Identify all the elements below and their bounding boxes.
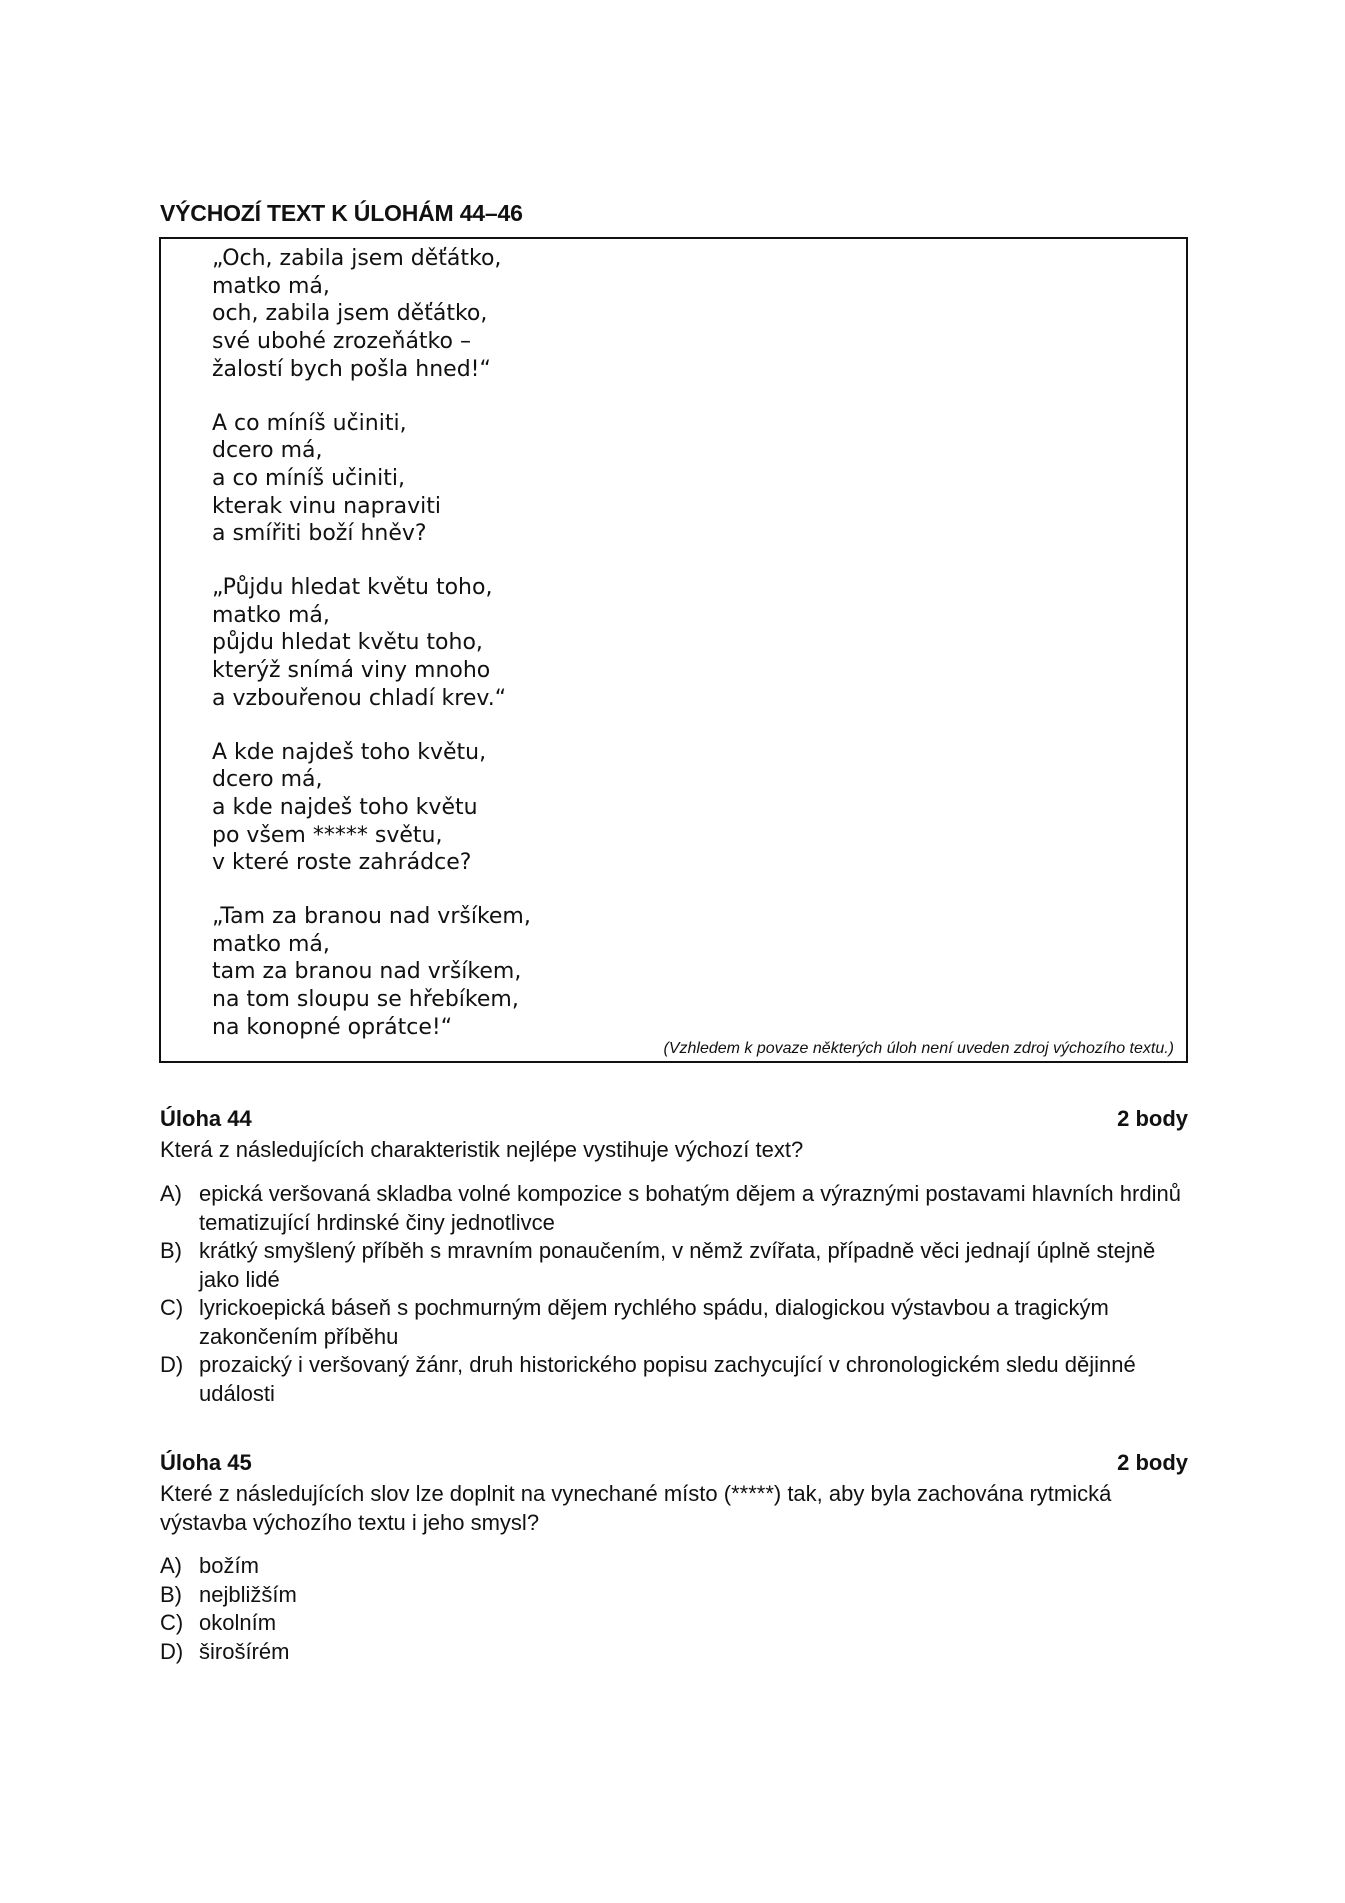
poem-line: půjdu hledat květu toho, [212, 630, 483, 656]
poem-line: dcero má, [212, 438, 323, 464]
poem-line: po všem ***** světu, [212, 822, 443, 848]
option-letter: C) [160, 1295, 184, 1320]
task-45-options [160, 1552, 1188, 1666]
poem-stanza [212, 245, 531, 384]
option-letter: D) [160, 1638, 184, 1664]
option-text: prozaický i veršovaný žánr, druh historického popisu zachycující v chronologickém sledu dějinné události [199, 1352, 1136, 1406]
poem-line: „Půjdu hledat květu toho, [212, 575, 493, 601]
task-45-header [160, 1450, 1188, 1476]
task-title: Úloha 45 [160, 1450, 252, 1475]
poem-line: tam za branou nad vršíkem, [212, 959, 522, 985]
task-points: 2 body [1117, 1106, 1188, 1131]
option-d[interactable] [160, 1351, 1188, 1408]
task-title: Úloha 44 [160, 1106, 252, 1131]
poem-line: matko má, [212, 931, 330, 957]
task-44-header [160, 1106, 1188, 1132]
option-d[interactable] [160, 1638, 1188, 1667]
option-letter: B) [160, 1238, 182, 1263]
option-text: nejbližším [199, 1581, 297, 1607]
option-b[interactable] [160, 1581, 1188, 1610]
poem-line: a co míníš učiniti, [212, 465, 406, 491]
option-a[interactable] [160, 1180, 1188, 1237]
poem-line: „Och, zabila jsem děťátko, [212, 246, 502, 271]
source-text-heading: VÝCHOZÍ TEXT K ÚLOHÁM 44–46 [160, 200, 523, 226]
poem-line: A co míníš učiniti, [212, 410, 407, 436]
option-a[interactable] [160, 1552, 1188, 1581]
poem-line: a vzbouřenou chladí krev.“ [212, 685, 507, 711]
option-text: epická veršovaná skladba volné kompozice s bohatým dějem a výraznými postavami hlavních hrdinů tematizující hrdinské činy jednotlivce [199, 1181, 1181, 1235]
poem [212, 245, 531, 1068]
poem-line: matko má, [212, 602, 330, 628]
poem-line: v které roste zahrádce? [212, 850, 472, 876]
task-44-question: Která z následujících charakteristik nejlépe vystihuje výchozí text? [160, 1137, 804, 1162]
poem-line: své ubohé zrozeňátko – [212, 329, 471, 355]
option-letter: B) [160, 1581, 182, 1607]
option-letter: A) [160, 1553, 182, 1578]
poem-line: a smířiti boží hněv? [212, 521, 427, 547]
option-letter: C) [160, 1610, 184, 1635]
option-c[interactable] [160, 1294, 1188, 1351]
poem-stanza [212, 574, 531, 713]
option-text: lyrickoepická báseň s pochmurným dějem rychlého spádu, dialogickou výstavbou a tragickým zakončením příběhu [199, 1295, 1109, 1349]
option-text: krátký smyšlený příběh s mravním ponaučením, v němž zvířata, případně věci jednají úplně stejně jako lidé [199, 1238, 1156, 1292]
option-letter: A) [160, 1181, 182, 1206]
task-45-question: Které z následujících slov lze doplnit na vynechané místo (*****) tak, aby byla zachována rytmická výstavba výchozího textu i jeho smysl? [160, 1481, 1112, 1535]
poem-line: och, zabila jsem děťátko, [212, 301, 488, 327]
task-points: 2 body [1117, 1450, 1188, 1475]
source-note: (Vzhledem k povaze některých úloh není uveden zdroj výchozího textu.) [663, 1040, 1174, 1057]
poem-stanza [212, 739, 531, 878]
task-44-options [160, 1180, 1188, 1408]
option-text: božím [199, 1553, 259, 1578]
option-text: širošírém [199, 1638, 290, 1664]
poem-line: kterak vinu napraviti [212, 493, 441, 519]
poem-line: matko má, [212, 273, 330, 299]
source-text-box [159, 237, 1188, 1063]
poem-line: na konopné oprátce!“ [212, 1014, 453, 1040]
poem-line: dcero má, [212, 767, 323, 793]
poem-stanza [212, 903, 531, 1042]
option-letter: D) [160, 1352, 184, 1377]
option-b[interactable] [160, 1237, 1188, 1294]
poem-line: „Tam za branou nad vršíkem, [212, 904, 531, 930]
poem-line: žalostí bych pošla hned!“ [212, 356, 491, 382]
option-c[interactable] [160, 1609, 1188, 1638]
poem-stanza [212, 410, 531, 549]
poem-line: A kde najdeš toho květu, [212, 739, 487, 765]
poem-line: a kde najdeš toho květu [212, 794, 478, 820]
poem-line: na tom sloupu se hřebíkem, [212, 987, 519, 1013]
option-text: okolním [199, 1610, 277, 1635]
poem-line: kterýž snímá viny mnoho [212, 658, 491, 684]
